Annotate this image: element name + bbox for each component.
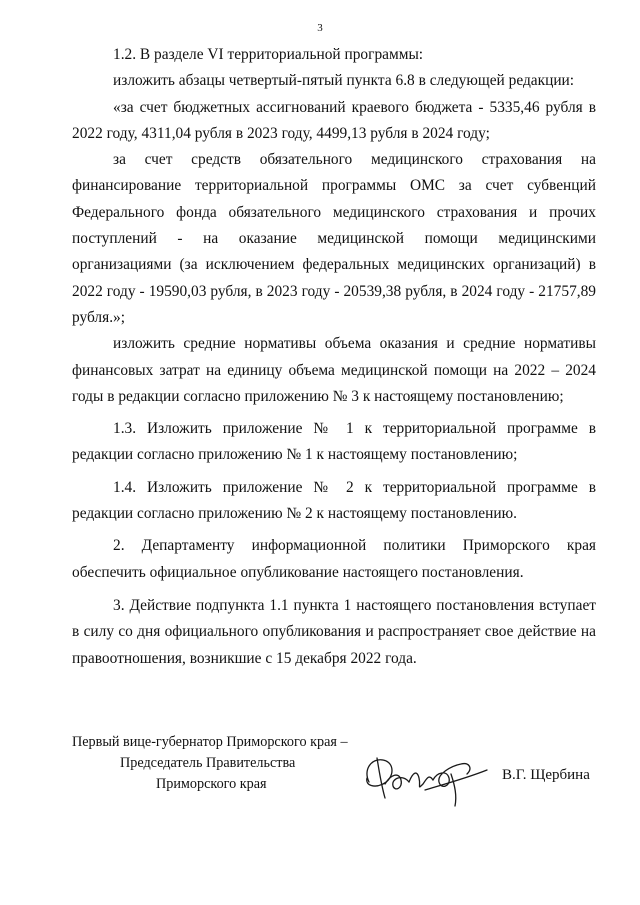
paragraph-normatives: изложить средние нормативы объема оказания и средние нормативы финансовых затрат на единицу объема медицинской помощи на 2022 – 2024 годы в редакции согласно приложению № 3 к настоящему постановлению; <box>72 335 596 405</box>
paragraph-regional-budget: «за счет бюджетных ассигнований краевого бюджета - 5335,46 рубля в 2022 году, 4311,04 рубля в 2023 году, 4499,13 рубля в 2024 году; <box>72 98 596 142</box>
signature-block <box>72 732 596 802</box>
paragraph-insurance-funds: за счет средств обязательного медицинского страхования на финансирование территориальной программы ОМС за счет субвенций Федерального фонда обязательного медицинского страхования и прочих поступлений - на оказание медицинской помощи медицинскими организациями (за исключением федеральных медицинских организаций) в 2022 году - 19590,03 рубля, в 2023 году - 20539,38 рубля, в 2024 году - 21757,89 рубля.»; <box>72 151 596 326</box>
handwritten-signature <box>355 744 495 810</box>
paragraph-effective-date: 3. Действие подпункта 1.1 пункта 1 настоящего постановления вступает в силу со дня официального опубликования и распространяет свое действие на правоотношения, возникшие с 15 декабря 2022 года. <box>72 596 596 667</box>
signatory-name: В.Г. Щербина <box>502 767 590 783</box>
paragraph-publication: 2. Департаменту информационной политики Приморского края обеспечить официальное опубликование настоящего постановления. <box>72 537 596 581</box>
document-body <box>72 42 596 672</box>
signatory-title-line-2: Председатель Правительства <box>120 755 296 771</box>
paragraph-appendix-1: 1.3. Изложить приложение № 1 к территориальной программе в редакции согласно приложению № 1 к настоящему постановлению; <box>72 420 596 464</box>
paragraph-section-heading: 1.2. В разделе VI территориальной программы: <box>113 46 424 63</box>
paragraph-appendix-2: 1.4. Изложить приложение № 2 к территориальной программе в редакции согласно приложению № 2 к настоящему постановлению. <box>72 478 596 523</box>
paragraph-instruction: изложить абзацы четвертый-пятый пункта 6.8 в следующей редакции: <box>113 72 575 90</box>
page-number: 3 <box>317 22 323 34</box>
signatory-title-line-3: Приморского края <box>156 776 267 792</box>
signatory-title-line-1: Первый вице-губернатор Приморского края – <box>72 734 348 750</box>
